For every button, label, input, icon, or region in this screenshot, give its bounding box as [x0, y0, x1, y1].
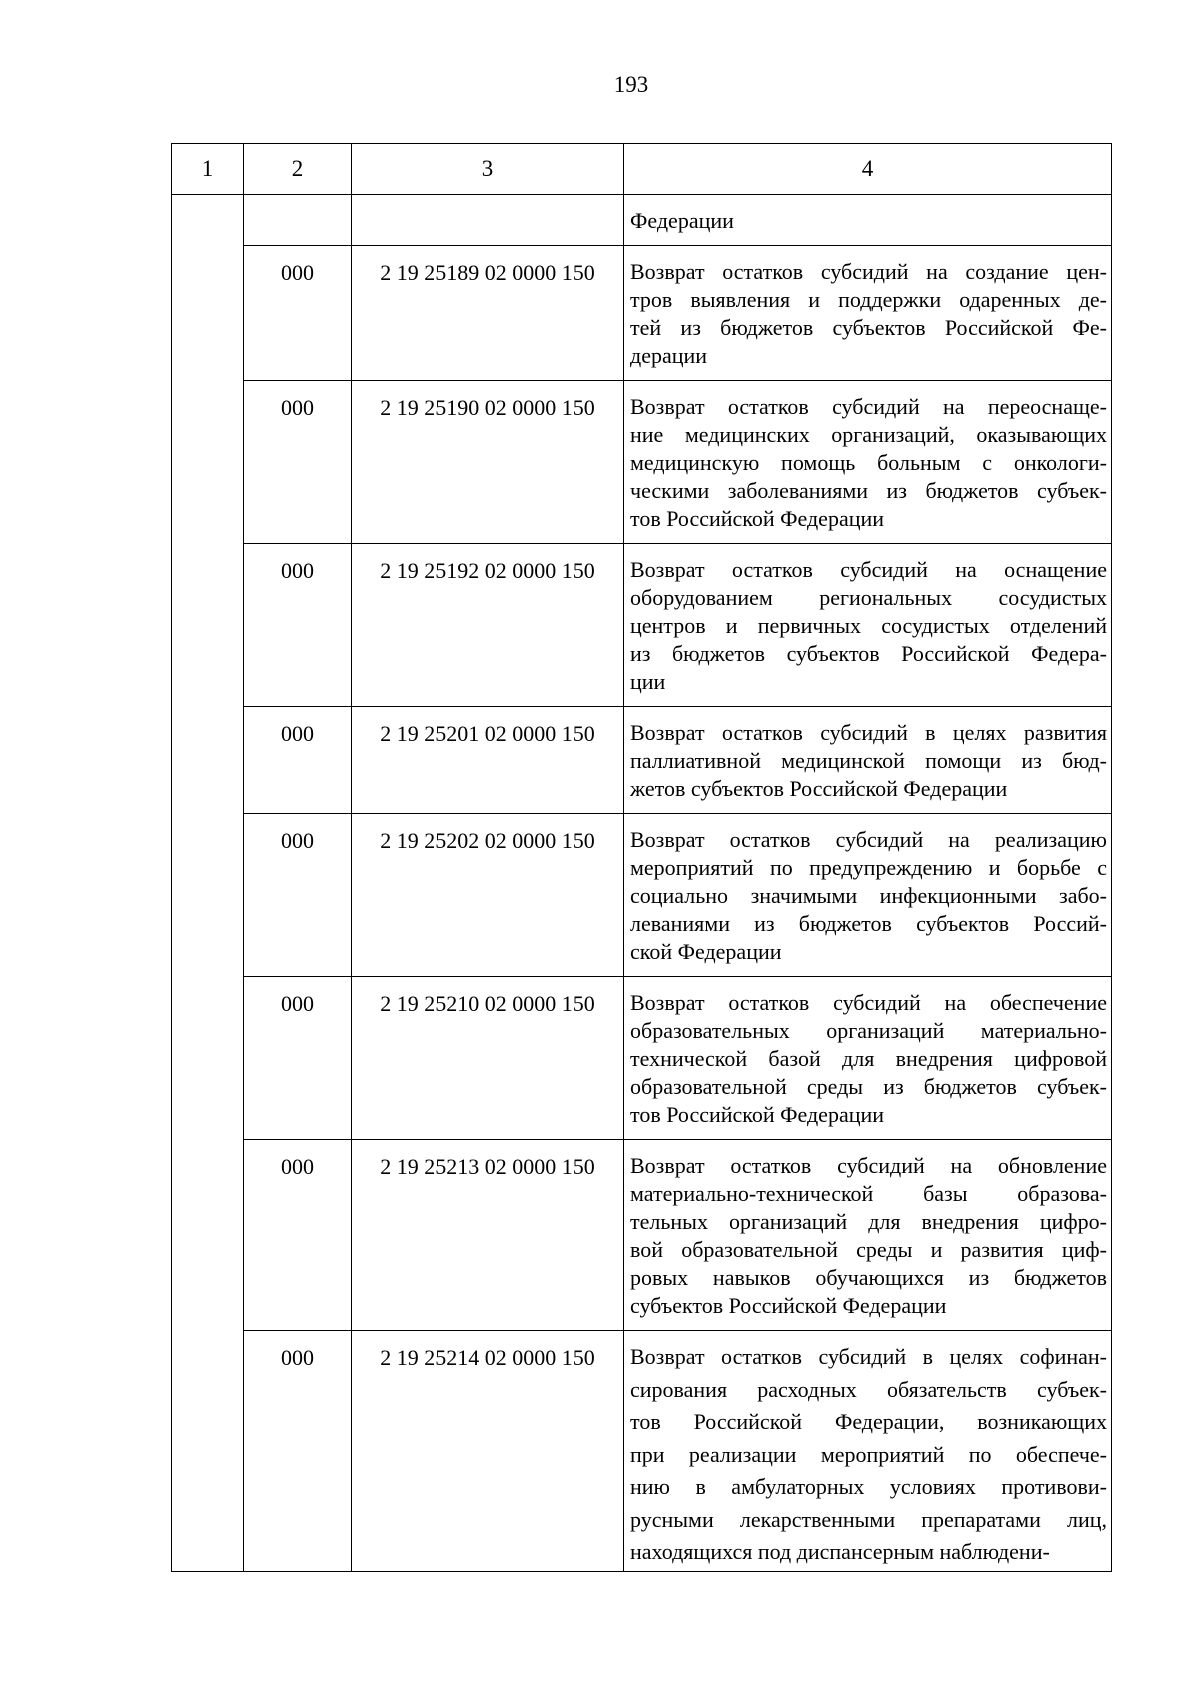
- row-number-cell: [172, 814, 244, 977]
- income-name-cell: [624, 977, 1112, 1140]
- row-number-cell: [172, 544, 244, 707]
- row-number-cell: [172, 1331, 244, 1572]
- income-name-line: вой образовательной среды и развития циф-: [630, 1237, 1107, 1262]
- income-name-cell: [624, 246, 1112, 381]
- income-name-line: русными лекарственными препаратами лиц,: [630, 1506, 1107, 1532]
- income-name-line: технической базой для внедрения цифровой: [630, 1046, 1107, 1071]
- income-name-line: ции: [630, 669, 666, 694]
- table-row: [172, 544, 1112, 707]
- income-name-line: тей из бюджетов субъектов Российской Фе-: [630, 315, 1107, 340]
- row-number-cell: [172, 195, 244, 246]
- table-row: [172, 195, 1112, 246]
- income-name-cell: [624, 381, 1112, 544]
- income-name-line: Возврат остатков субсидий в целях развития: [630, 720, 1107, 745]
- income-name-line: ской Федерации: [630, 939, 782, 964]
- table-row: [172, 381, 1112, 544]
- income-name-line: тельных организаций для внедрения цифро-: [630, 1209, 1107, 1234]
- income-name-line: медицинскую помощь больным с онкологи-: [630, 450, 1107, 475]
- column-header-2: 2: [244, 144, 352, 195]
- income-name-line: оборудованием региональных сосудистых: [630, 585, 1107, 610]
- income-name-line: Возврат остатков субсидий в целях софинан-: [630, 1344, 1107, 1369]
- admin-code-cell: 000: [244, 246, 352, 381]
- income-name-line: мероприятий по предупреждению и борьбе с: [630, 855, 1107, 880]
- budget-code-cell: 2 19 25192 02 0000 150: [352, 544, 624, 707]
- income-name-cell: [624, 814, 1112, 977]
- row-number-cell: [172, 246, 244, 381]
- admin-code-cell: 000: [244, 1331, 352, 1572]
- admin-code-cell: [244, 195, 352, 246]
- income-name-line: находящихся под диспансерным наблюдени-: [630, 1539, 1050, 1564]
- row-number-cell: [172, 381, 244, 544]
- income-name-line: жетов субъектов Российской Федерации: [630, 776, 1008, 801]
- table-row: [172, 707, 1112, 814]
- table-header-row: [172, 144, 1112, 195]
- table-body: [172, 195, 1112, 1572]
- budget-code-cell: 2 19 25214 02 0000 150: [352, 1331, 624, 1572]
- column-header-4: 4: [624, 144, 1112, 195]
- admin-code-cell: 000: [244, 814, 352, 977]
- income-name-line: ровых навыков обучающихся из бюджетов: [630, 1265, 1107, 1290]
- income-name-line: материально-технической базы образова-: [630, 1181, 1107, 1206]
- income-name-line: Возврат остатков субсидий на обновление: [630, 1153, 1107, 1178]
- budget-code-cell: 2 19 25202 02 0000 150: [352, 814, 624, 977]
- income-name-line: тов Российской Федерации: [630, 1102, 885, 1127]
- income-name-line: субъектов Российской Федерации: [630, 1293, 947, 1318]
- income-name-cell: [624, 1140, 1112, 1331]
- table-row: [172, 1331, 1112, 1572]
- admin-code-cell: 000: [244, 977, 352, 1140]
- income-name-line: леваниями из бюджетов субъектов Россий-: [630, 911, 1107, 936]
- column-header-3: 3: [352, 144, 624, 195]
- income-name-line: ние медицинских организаций, оказывающих: [630, 422, 1107, 447]
- income-name-line: социально значимыми инфекционными забо-: [630, 883, 1107, 908]
- income-name-line: Федерации: [630, 208, 734, 233]
- budget-code-cell: 2 19 25190 02 0000 150: [352, 381, 624, 544]
- column-header-1: 1: [172, 144, 244, 195]
- income-name-line: при реализации мероприятий по обеспече-: [630, 1441, 1107, 1467]
- income-name-cell: [624, 195, 1112, 246]
- row-number-cell: [172, 707, 244, 814]
- income-name-cell: [624, 544, 1112, 707]
- income-name-line: Возврат остатков субсидий на реализацию: [630, 827, 1107, 852]
- income-name-line: Возврат остатков субсидий на переоснаще-: [630, 394, 1107, 419]
- table-row: [172, 814, 1112, 977]
- admin-code-cell: 000: [244, 707, 352, 814]
- budget-code-cell: 2 19 25189 02 0000 150: [352, 246, 624, 381]
- income-name-line: дерации: [630, 343, 708, 368]
- admin-code-cell: 000: [244, 381, 352, 544]
- income-name-line: тов Российской Федерации: [630, 506, 885, 531]
- table-row: [172, 1140, 1112, 1331]
- budget-code-cell: 2 19 25213 02 0000 150: [352, 1140, 624, 1331]
- income-name-line: тов Российской Федерации, возникающих: [630, 1409, 1107, 1434]
- budget-code-cell: [352, 195, 624, 246]
- income-name-line: Возврат остатков субсидий на оснащение: [630, 557, 1107, 582]
- table-row: [172, 977, 1112, 1140]
- income-name-line: паллиативной медицинской помощи из бюд-: [630, 748, 1107, 773]
- income-name-line: нию в амбулаторных условиях противови-: [630, 1474, 1107, 1499]
- income-name-line: Возврат остатков субсидий на обеспечение: [630, 990, 1107, 1015]
- row-number-cell: [172, 1140, 244, 1331]
- table-row: [172, 246, 1112, 381]
- admin-code-cell: 000: [244, 1140, 352, 1331]
- income-name-line: образовательных организаций материально-: [630, 1018, 1107, 1043]
- row-number-cell: [172, 977, 244, 1140]
- income-name-line: образовательной среды из бюджетов субъек-: [630, 1074, 1107, 1099]
- page-number: 193: [613, 72, 649, 97]
- income-name-line: центров и первичных сосудистых отделений: [630, 613, 1107, 638]
- income-name-cell: [624, 1331, 1112, 1572]
- budget-code-table: [171, 143, 1112, 1572]
- income-name-line: ческими заболеваниями из бюджетов субъек-: [630, 478, 1107, 503]
- income-name-line: из бюджетов субъектов Российской Федера-: [630, 641, 1107, 666]
- income-name-line: тров выявления и поддержки одаренных де-: [630, 287, 1107, 312]
- income-name-line: сирования расходных обязательств субъек-: [630, 1376, 1107, 1402]
- admin-code-cell: 000: [244, 544, 352, 707]
- income-name-cell: [624, 707, 1112, 814]
- budget-code-cell: 2 19 25201 02 0000 150: [352, 707, 624, 814]
- income-name-line: Возврат остатков субсидий на создание цен-: [630, 259, 1107, 284]
- budget-code-cell: 2 19 25210 02 0000 150: [352, 977, 624, 1140]
